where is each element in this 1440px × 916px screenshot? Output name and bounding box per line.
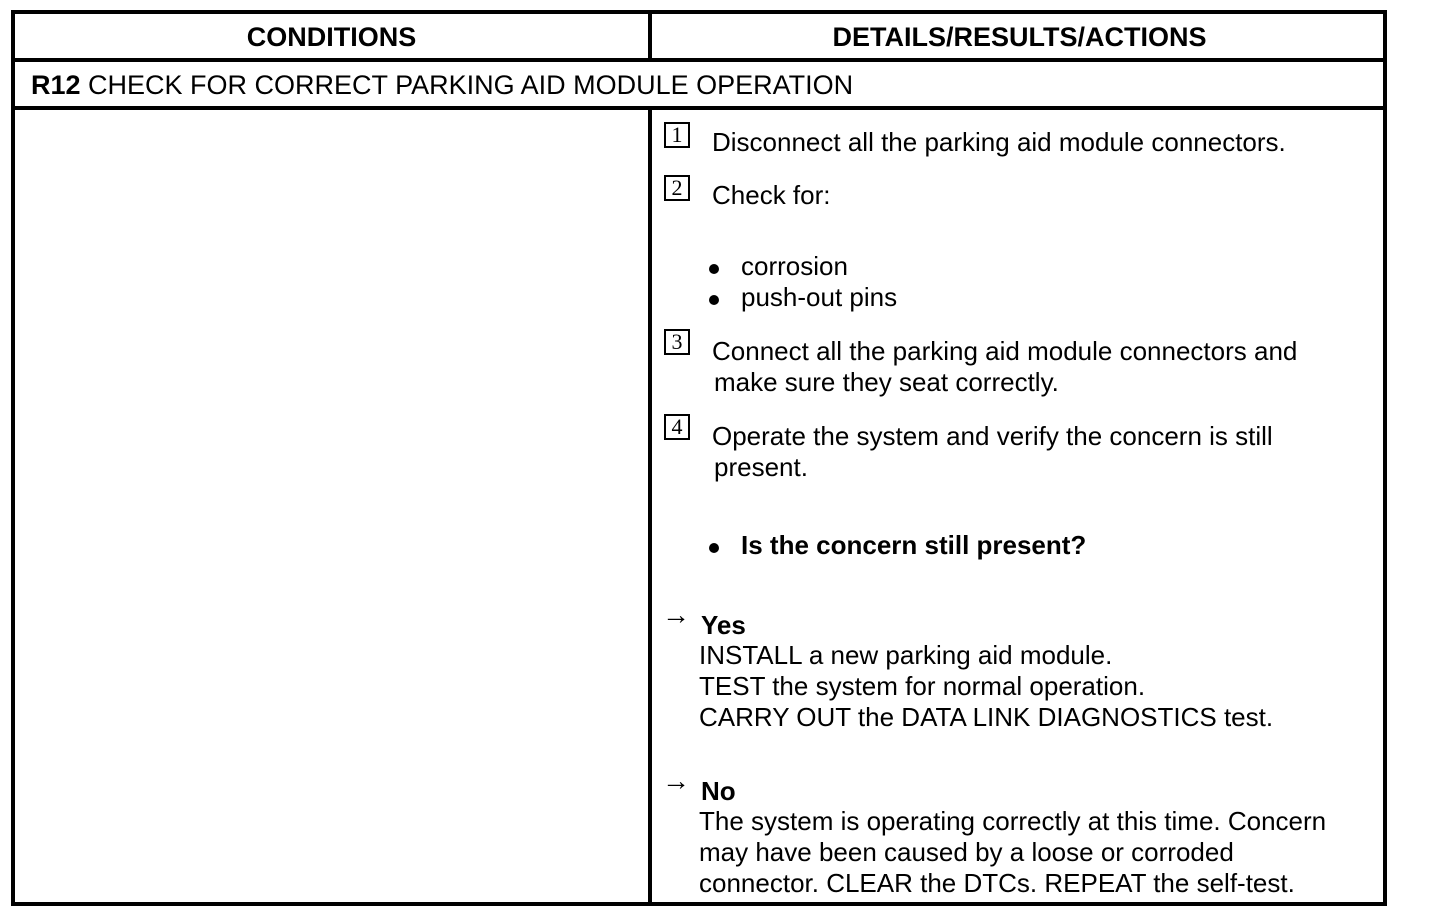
step-3-text-line-2: make sure they seat correctly. [714, 367, 1059, 397]
bullet-icon [709, 295, 719, 305]
question-text: Is the concern still present? [741, 530, 1087, 560]
header-divider [648, 14, 652, 58]
step-4-text-line-1: Operate the system and verify the concern is still [712, 421, 1273, 451]
arrow-right-icon: → [662, 599, 690, 630]
step-4-text-line-2: present. [714, 452, 808, 482]
header-rule [15, 58, 1383, 62]
arrow-right-icon: → [662, 765, 690, 796]
result-no-line-2: may have been caused by a loose or corroded [699, 837, 1234, 867]
step-number-box: 4 [664, 414, 690, 440]
section-title-text: CHECK FOR CORRECT PARKING AID MODULE OPERATION [88, 70, 854, 100]
section-title [31, 64, 853, 106]
result-no-label: No [701, 776, 736, 806]
step-number-box: 1 [664, 122, 690, 148]
check-item: push-out pins [741, 282, 898, 312]
diagnostic-table [11, 10, 1387, 906]
step-2-text: Check for: [712, 180, 831, 210]
step-number-box: 2 [664, 175, 690, 201]
conditions-cell [15, 110, 648, 906]
bullet-icon [709, 543, 719, 553]
result-yes-line-1: INSTALL a new parking aid module. [699, 640, 1113, 670]
step-1-text: Disconnect all the parking aid module connectors. [712, 127, 1286, 157]
details-cell [652, 110, 1387, 906]
bullet-icon [709, 264, 719, 274]
result-yes-line-3: CARRY OUT the DATA LINK DIAGNOSTICS test. [699, 702, 1274, 732]
result-no-line-3: connector. CLEAR the DTCs. REPEAT the self-test. [699, 868, 1295, 898]
result-yes-line-2: TEST the system for normal operation. [699, 671, 1146, 701]
header-details: DETAILS/RESULTS/ACTIONS [832, 22, 1207, 52]
result-yes-label: Yes [701, 610, 746, 640]
header-conditions: CONDITIONS [246, 22, 417, 52]
check-item: corrosion [741, 251, 848, 281]
result-no-line-1: The system is operating correctly at this time. Concern [699, 806, 1327, 836]
section-code: R12 [31, 70, 81, 100]
step-number-box: 3 [664, 329, 690, 355]
step-3-text-line-1: Connect all the parking aid module connectors and [712, 336, 1298, 366]
